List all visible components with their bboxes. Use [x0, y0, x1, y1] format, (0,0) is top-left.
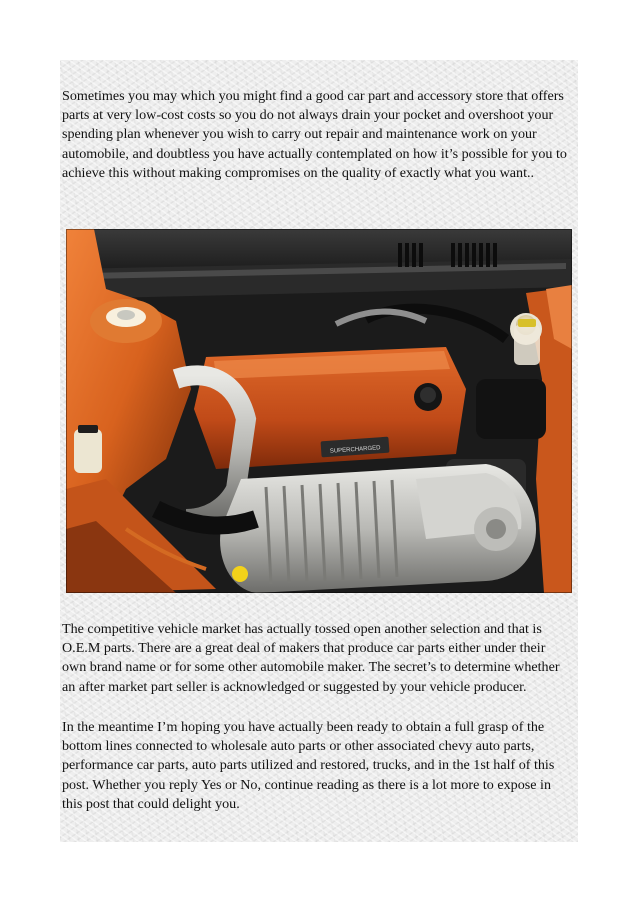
engine-cover-label: SUPERCHARGED	[329, 445, 381, 455]
engine-bay-photo	[66, 229, 572, 593]
paragraph-oem: The competitive vehicle market has actually tossed open another selection and that is O.E.M parts. There are a great deal of makers that produce car parts either under their own brand name or for some other automobile maker. The secret’s to determine whether an after market part seller is acknowledged or suggested by your vehicle producer.	[62, 621, 560, 695]
paragraph-intro: Sometimes you may which you might find a good car part and accessory store that offers parts at very low-cost costs so you do not always drain your pocket and overshoot your spending plan whenever you wish to carry out repair and maintenance work on your automobile, and doubtless you have actually contemplated on how it’s possible for you to achieve this without making compromises on the quality of exactly what you want..	[62, 88, 567, 181]
paragraph-conclusion: In the meantime I’m hoping you have actually been ready to obtain a full grasp of the bottom lines connected to wholesale auto parts or other associated chevy auto parts, performance car parts, auto parts utilized and restored, trucks, and in the 1st half of this post. Whether you reply Yes or No, continue reading as there is a lot more to expose in this post that could delight you.	[62, 719, 555, 812]
